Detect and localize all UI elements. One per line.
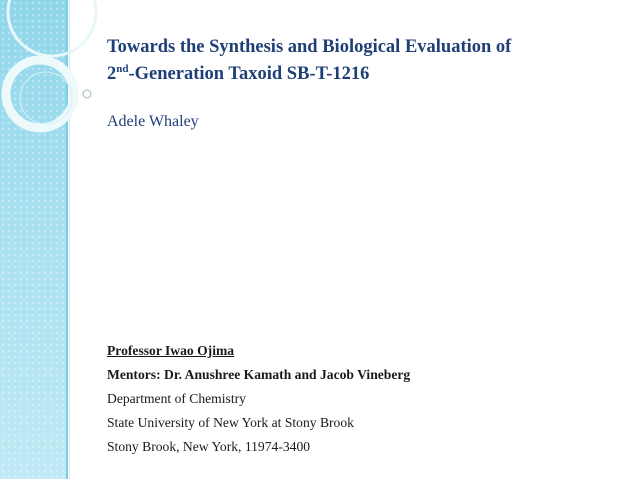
title-superscript: nd — [116, 62, 129, 75]
professor-line: Professor Iwao Ojima — [107, 343, 235, 358]
title-line-2-rest: -Generation Taxoid SB-T-1216 — [128, 64, 370, 84]
department-line: Department of Chemistry — [107, 391, 246, 406]
title-line-2-prefix: 2 — [107, 64, 117, 84]
affiliation-block — [107, 339, 410, 459]
address-line: Stony Brook, New York, 11974-3400 — [107, 439, 311, 454]
circle-large — [8, 0, 96, 56]
university-line: State University of New York at Stony Brook — [107, 415, 354, 430]
circle-inner — [20, 72, 72, 124]
circle-ring — [6, 60, 74, 128]
mentors-line: Mentors: Dr. Anushree Kamath and Jacob Vineberg — [107, 367, 411, 382]
title-line-1: Towards the Synthesis and Biological Evaluation of — [107, 37, 512, 57]
slide-title — [107, 34, 607, 88]
circle-small-dot — [83, 90, 91, 98]
author-name: Adele Whaley — [107, 113, 199, 130]
